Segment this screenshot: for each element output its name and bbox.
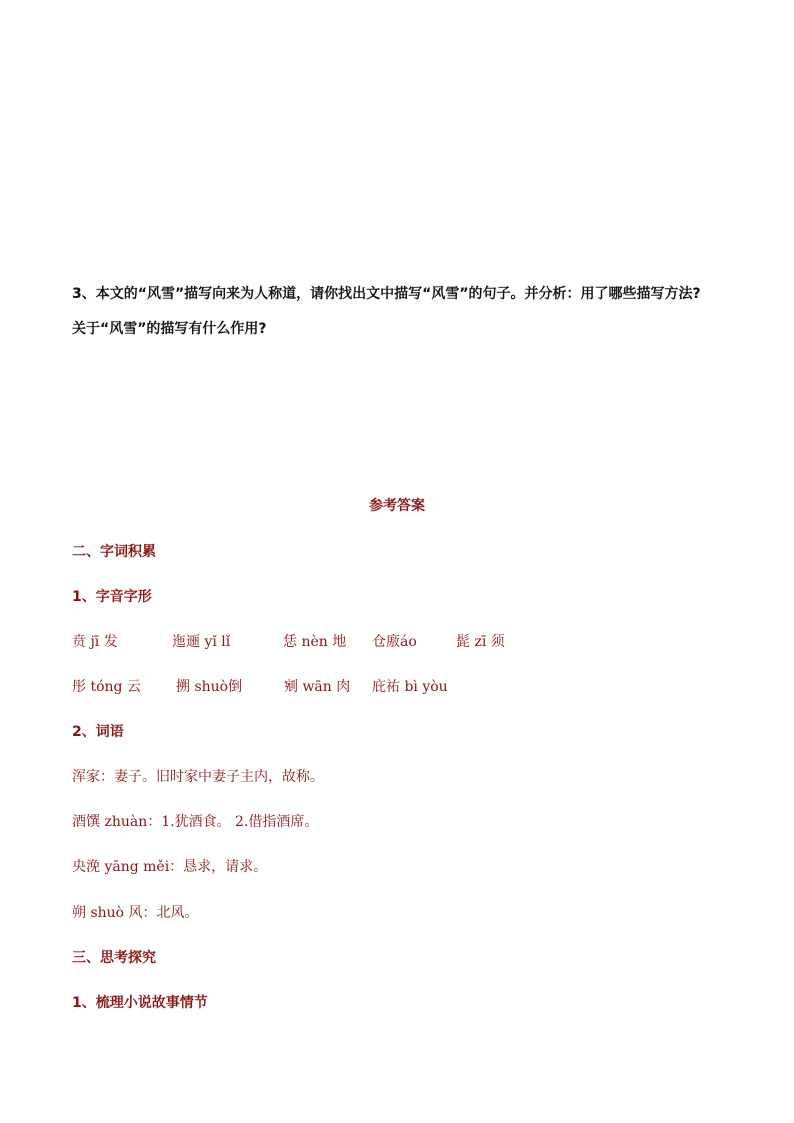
question-3-line-2: 关于“风雪”的描写有什么作用? (72, 321, 267, 337)
word-item: 迤逦 yǐ lǐ (172, 634, 231, 650)
term-item: 酒馔 zhuàn：1.犹酒食。 2.借指酒席。 (72, 814, 319, 830)
term-item: 浑家：妻子。旧时家中妻子主内，故称。 (72, 769, 324, 785)
word-item: 恁 nèn 地 (283, 634, 347, 650)
term-item: 朔 shuò 风：北风。 (72, 905, 199, 921)
section-2-heading: 二、字词积累 (72, 544, 156, 560)
word-item: 剜 wān 肉 (284, 679, 351, 695)
word-item: 贲 jī 发 (72, 634, 118, 650)
section-3-sub-1: 1、梳理小说故事情节 (72, 995, 208, 1011)
answer-title: 参考答案 (369, 498, 425, 514)
section-2-sub-1: 1、字音字形 (72, 589, 152, 605)
word-item: 髭 zī 须 (456, 634, 505, 650)
section-2-sub-2: 2、词语 (72, 724, 124, 740)
word-item: 庇祐 bì yòu (372, 679, 448, 695)
term-item: 央浼 yāng měi：恳求，请求。 (72, 859, 268, 875)
section-3-heading: 三、思考探究 (72, 950, 156, 966)
word-item: 搠 shuò倒 (176, 679, 243, 695)
question-3-line-1: 3、本文的“风雪”描写向来为人称道，请你找出文中描写“风雪”的句子。并分析：用了哪些描写方法? (72, 286, 701, 302)
word-item: 仓廒áo (372, 634, 417, 650)
word-item: 彤 tóng 云 (72, 679, 141, 695)
